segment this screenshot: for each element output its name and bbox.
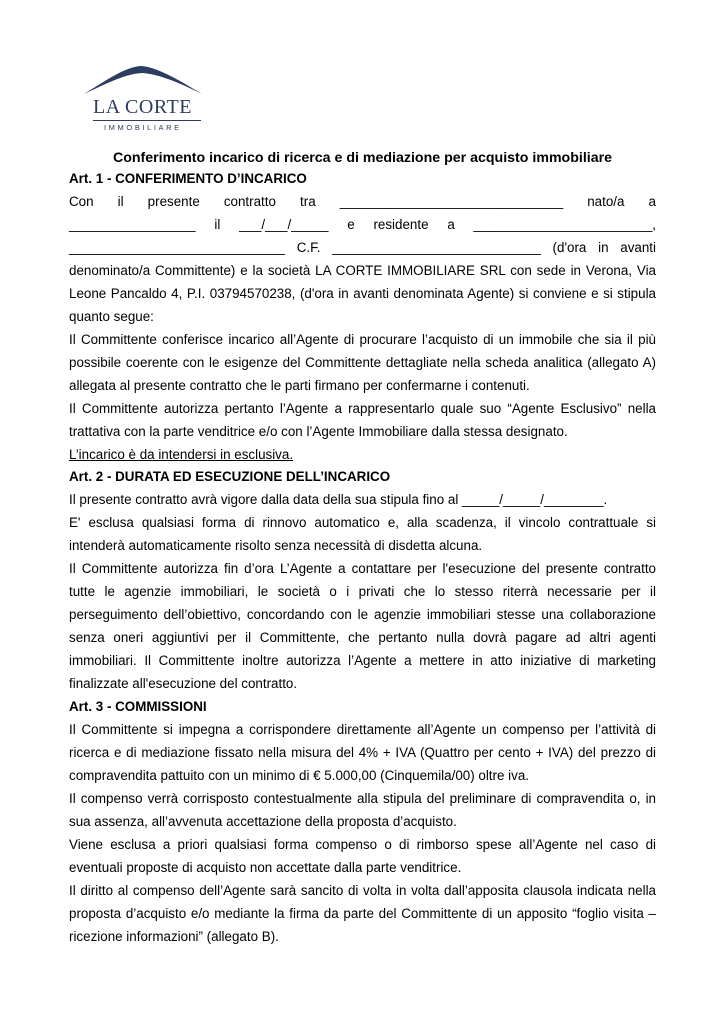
art1-line1	[69, 190, 656, 213]
word: e	[347, 217, 355, 232]
word: il	[117, 194, 124, 209]
residence-blank: ________________________,	[473, 217, 656, 232]
word: in	[598, 240, 609, 255]
document-title: Conferimento incarico di ricerca e di mediazione per acquisto immobiliare	[112, 150, 613, 166]
art1-line3	[69, 236, 656, 259]
word: contratto	[223, 194, 276, 209]
word: C.F.	[296, 240, 321, 255]
word: nato/a	[587, 194, 625, 209]
exclusivity-note: L’incarico è da intendersi in esclusiva.	[69, 447, 294, 462]
logo-divider	[93, 120, 201, 121]
art2-paragraph-authorization: Il Committente autorizza fin d’ora L’Agente a contattare per l'esecuzione del presente contratto tutte le agenzie immobiliari, le società o i privati che lo stesso riterrà necessarie per il perseguimento dell’obiettivo, concordando con le agenzie immobiliari stesse una collaborazione senza oneri aggiuntivi per il Committente, che pertanto nulla dovrà pagare ad altri agenti immobiliari. Il Committente inoltre autorizza l’Agente a mettere in atto iniziative di marketing finalizzate all'esecuzione del contratto.	[69, 561, 656, 691]
art1-paragraph-exclusive-agent: Il Committente autorizza pertanto l’Agente a rappresentarlo quale suo “Agente Esclusivo” nella trattativa con la parte venditrice e/o con l’Agente Immobiliare dalla stessa designato.	[69, 401, 656, 439]
roof-icon	[80, 60, 204, 100]
art3-paragraph-entitlement: Il diritto al compenso dell’Agente sarà sancito di volta in volta dall’apposita clausola indicata nella proposta d’acquisto e/o mediante la firma da parte del Committente di un apposito “foglio visita – ricezione informazioni” (allegato B).	[69, 883, 656, 944]
art2-paragraph-renewal: E' esclusa qualsiasi forma di rinnovo automatico e, alla scadenza, il vincolo contrattuale si intenderà automaticamente risolto senza necessità di disdetta alcuna.	[69, 515, 656, 553]
word: (d'ora	[552, 240, 587, 255]
word: a	[648, 194, 656, 209]
word: a	[447, 217, 455, 232]
word: presente	[147, 194, 200, 209]
tax-code-blank: ____________________________	[332, 240, 541, 255]
committente-name-blank: ______________________________	[339, 194, 564, 209]
art1-paragraph-parties: denominato/a Committente) e la società LA CORTE IMMOBILIARE SRL con sede in Verona, Via Leone Pancaldo 4, P.I. 03794570238, (d'ora in avanti denominata Agente) si conviene e si stipula quanto segue:	[69, 263, 656, 324]
address-blank: _____________________________	[69, 240, 285, 255]
art2-heading: Art. 2 - DURATA ED ESECUZIONE DELL’INCARICO	[69, 469, 391, 484]
art2-paragraph-duration: Il presente contratto avrà vigore dalla data della sua stipula fino al _____/_____/________.	[69, 492, 608, 507]
company-logo	[80, 60, 204, 135]
art1-paragraph-exclusivity	[69, 443, 656, 466]
word: il	[214, 217, 221, 232]
logo-name: LA CORTE	[93, 96, 192, 118]
art3-paragraph-exclusions: Viene esclusa a priori qualsiasi forma compenso o di rimborso spese all’Agente nel caso di eventuali proposte di acquisto non accettate dalla parte venditrice.	[69, 837, 656, 875]
logo-subtitle: IMMOBILIARE	[104, 123, 182, 132]
contract-document	[69, 148, 656, 948]
art1-heading: Art. 1 - CONFERIMENTO D’INCARICO	[69, 171, 307, 186]
art3-heading: Art. 3 - COMMISSIONI	[69, 699, 207, 714]
art1-line2	[69, 213, 656, 236]
art3-paragraph-payment: Il compenso verrà corrisposto contestualmente alla stipula del preliminare di compravendita o, in sua assenza, all’avvenuta accettazione della proposta d’acquisto.	[69, 791, 656, 829]
art1-paragraph-mandate: Il Committente conferisce incarico all’Agente di procurare l’acquisto di un immobile che sia il più possibile coerente con le esigenze del Committente dettagliate nella scheda analitica (allegato A) allegata al presente contratto che le parti firmano per confermarne i contenuti.	[69, 332, 656, 393]
word: tra	[300, 194, 316, 209]
birthdate-blank: ___/___/_____	[239, 217, 329, 232]
art3-paragraph-fee: Il Committente si impegna a corrispondere direttamente all’Agente un compenso per l’attività di ricerca e di mediazione fissato nella misura del 4% + IVA (Quattro per cento + IVA) del prezzo di compravendita pattuito con un minimo di € 5.000,00 (Cinquemila/00) oltre iva.	[69, 722, 656, 783]
word: avanti	[620, 240, 656, 255]
word: residente	[373, 217, 429, 232]
birthplace-blank: _________________	[69, 217, 196, 232]
word: Con	[69, 194, 94, 209]
